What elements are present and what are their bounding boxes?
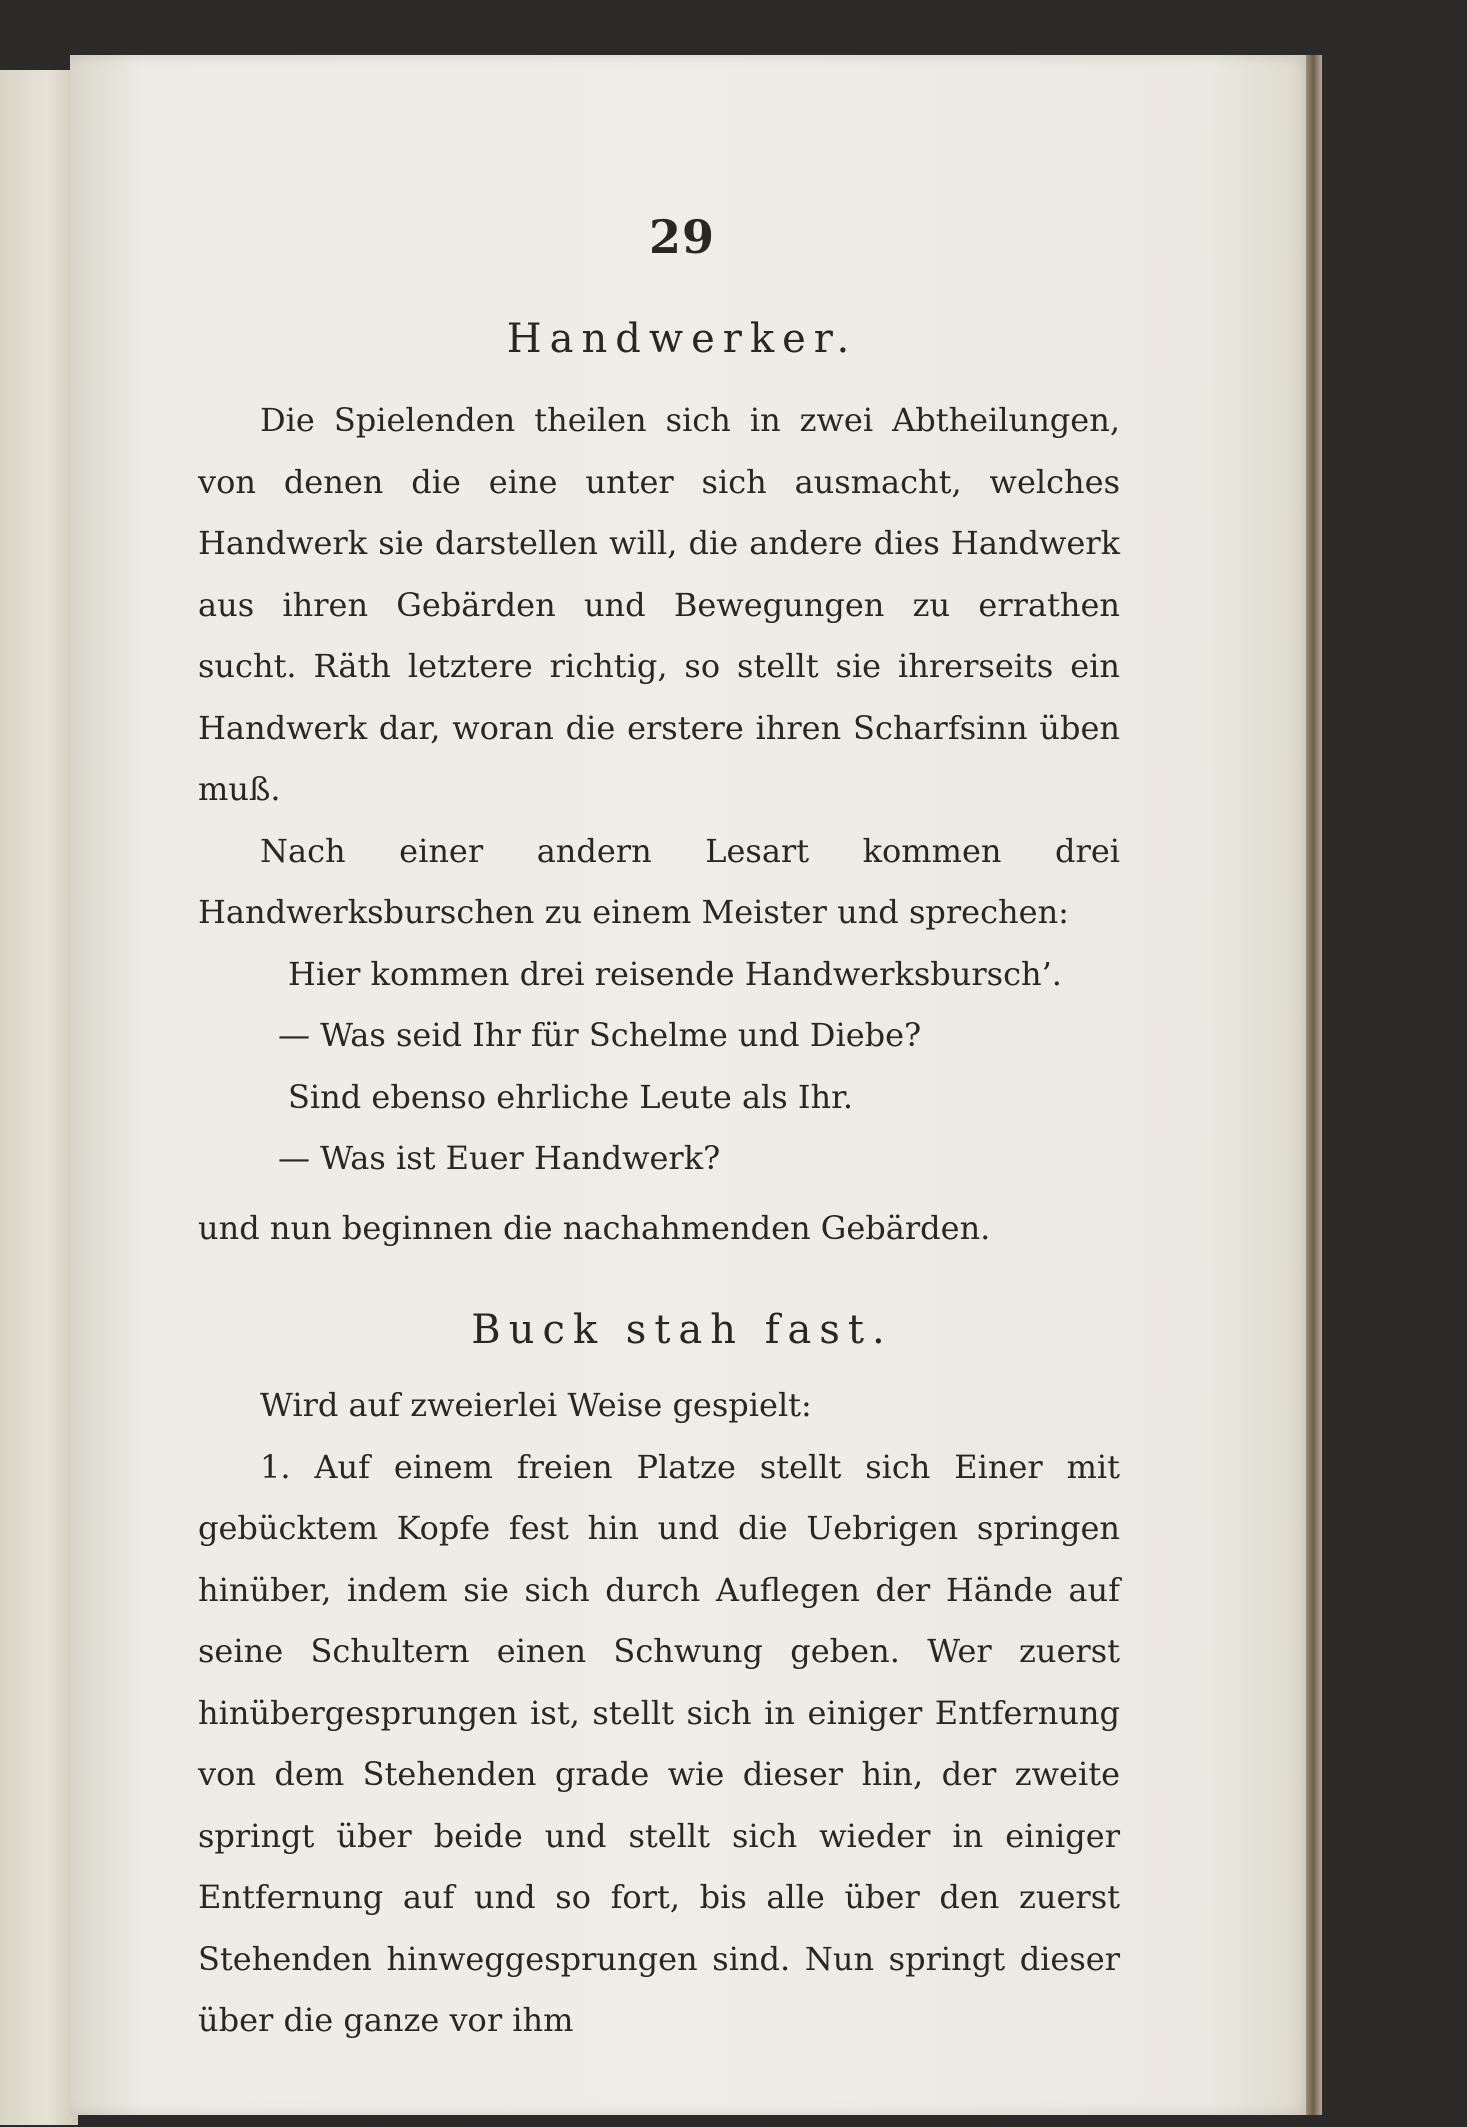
page-number: 29	[648, 210, 715, 264]
verse-line: — Was ist Euer Handwerk?	[278, 1139, 721, 1177]
paragraph-first-method: 1. Auf einem freien Platze stellt sich Einer mit gebücktem Kopfe fest hin und die Uebrigen springen hinüber, indem sie sich durch Auflegen der Hände auf seine Schultern einen Schwung geben. Wer zuerst hinübergesprungen ist, stellt sich in einiger Entfernung von dem Stehenden grade wie dieser hin, der zweite springt über beide und stellt sich wieder in einiger Entfernung auf und so fort, bis alle über den zuerst Stehenden hinweggesprungen sind. Nun springt dieser über die ganze vor ihm	[198, 1447, 1120, 2039]
verse-line: Sind ebenso ehrliche Leute als Ihr.	[288, 1077, 854, 1116]
facing-page-edge	[0, 70, 78, 2125]
section-heading-buck-stah-fast: Buck stah fast.	[471, 1307, 893, 1353]
paragraph-gestures: und nun beginnen die nachahmenden Gebärden.	[198, 1208, 991, 1247]
page-fore-edge	[1306, 55, 1322, 2115]
page-text	[198, 190, 1120, 2052]
verse-block	[198, 944, 1120, 1190]
verse-line: — Was seid Ihr für Schelme und Diebe?	[278, 1016, 922, 1054]
paragraph-variant: Nach einer andern Lesart kommen drei Handwerksburschen zu einem Meister und sprechen:	[198, 831, 1120, 931]
section-heading-handwerker: Handwerker.	[506, 316, 858, 362]
verse-line: Hier kommen drei reisende Handwerksbursch’.	[288, 954, 1062, 993]
paragraph-rules: Die Spielenden theilen sich in zwei Abtheilungen, von denen die eine unter sich ausmacht, welches Handwerk sie darstellen will, die andere dies Handwerk aus ihren Gebärden und Bewegungen zu errathen sucht. Räth letztere richtig, so stellt sie ihrerseits ein Handwerk dar, woran die erstere ihren Scharfsinn üben muß.	[198, 401, 1120, 808]
paragraph-intro: Wird auf zweierlei Weise gespielt:	[260, 1386, 812, 1424]
